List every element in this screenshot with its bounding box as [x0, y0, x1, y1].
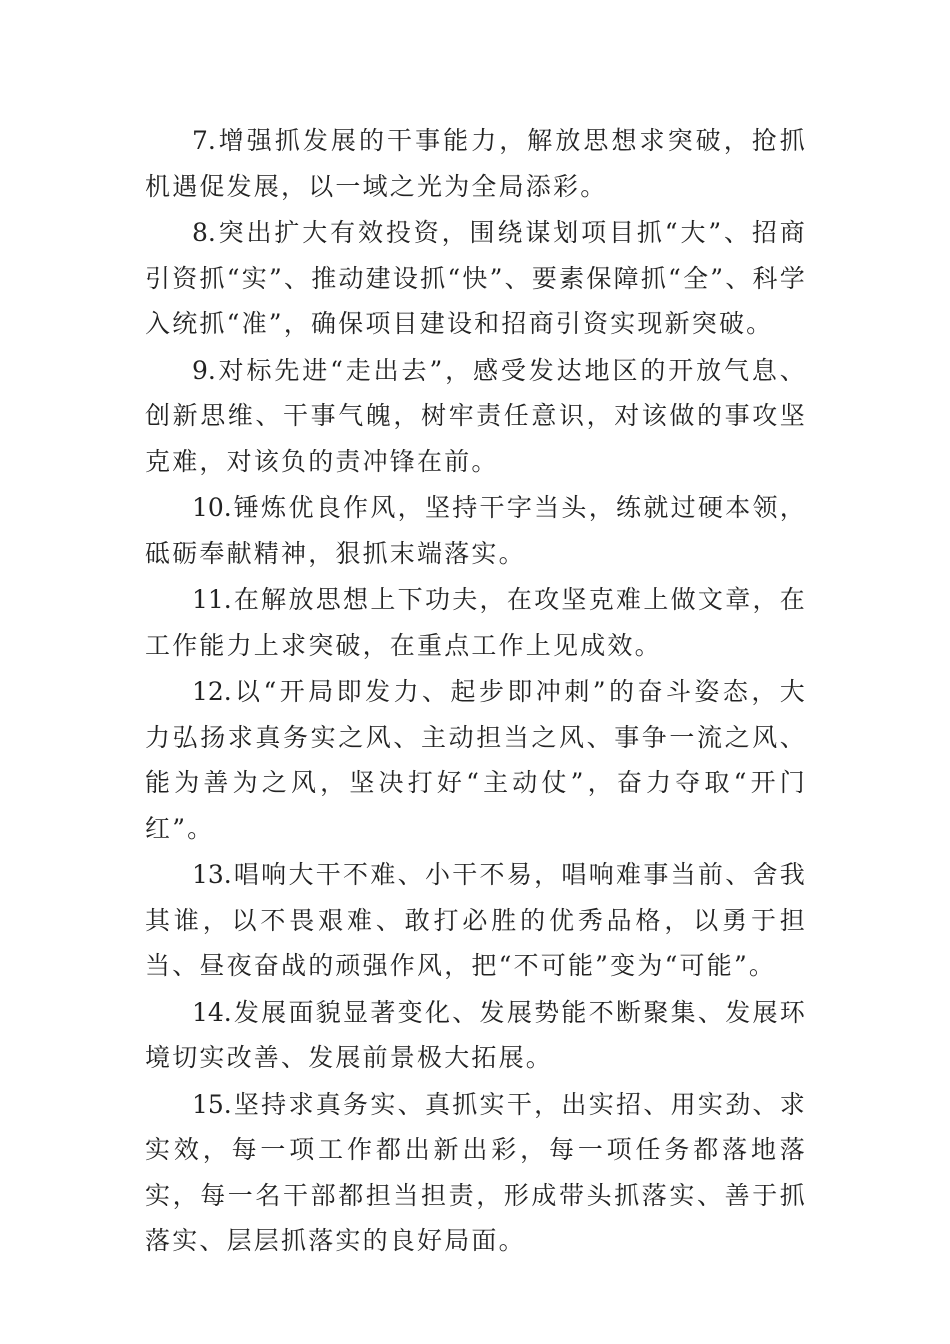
paragraph-number: 9. [192, 355, 216, 385]
paragraph-number: 10. [192, 493, 232, 522]
paragraph-text: 对标先进“走出去”，感受发达地区的开放气息、创新思维、干事气魄，树牢责任意识，对该做的事攻坚克难，对该负的责冲锋在前。 [145, 355, 807, 476]
paragraph-number: 15. [192, 1089, 232, 1119]
paragraph-12 [145, 669, 807, 851]
paragraph-15 [145, 1082, 807, 1264]
paragraph-number: 7. [192, 126, 216, 155]
paragraph-11 [145, 577, 807, 668]
paragraph-10 [145, 485, 807, 576]
paragraph-number: 11. [192, 585, 232, 614]
paragraph-text: 坚持求真务实、真抓实干，出实招、用实劲、求实效，每一项工作都出新出彩，每一项任务都落地落实，每一名干部都担当担责，形成带头抓落实、善于抓落实、层层抓落实的良好局面。 [145, 1089, 807, 1255]
paragraph-text: 在解放思想上下功夫，在攻坚克难上做文章，在工作能力上求突破，在重点工作上见成效。 [145, 585, 807, 660]
paragraph-8 [145, 210, 807, 347]
paragraph-text: 唱响大干不难、小干不易，唱响难事当前、舍我其谁，以不畏艰难、敢打必胜的优秀品格，以勇于担当、昼夜奋战的顽强作风，把“不可能”变为“可能”。 [145, 860, 807, 980]
paragraph-9 [145, 348, 807, 485]
paragraph-number: 14. [192, 997, 232, 1027]
paragraph-13 [145, 852, 807, 989]
paragraph-number: 12. [192, 677, 232, 706]
paragraph-7 [145, 118, 807, 209]
paragraph-text: 以“开局即发力、起步即冲刺”的奋斗姿态，大力弘扬求真务实之风、主动担当之风、事争一流之风、能为善为之风，坚决打好“主动仗”，奋力夺取“开门红”。 [145, 677, 807, 843]
paragraph-text: 发展面貌显著变化、发展势能不断聚集、发展环境切实改善、发展前景极大拓展。 [145, 997, 807, 1072]
paragraph-text: 锤炼优良作风，坚持干字当头，练就过硬本领，砥砺奉献精神，狠抓末端落实。 [145, 493, 807, 568]
paragraph-text: 增强抓发展的干事能力，解放思想求突破，抢抓机遇促发展，以一域之光为全局添彩。 [145, 126, 807, 201]
paragraph-number: 13. [192, 860, 232, 889]
paragraph-text: 突出扩大有效投资，围绕谋划项目抓“大”、招商引资抓“实”、推动建设抓“快”、要素保障抓“全”、科学入统抓“准”，确保项目建设和招商引资实现新突破。 [145, 218, 807, 338]
paragraph-14 [145, 990, 807, 1081]
paragraph-number: 8. [192, 218, 216, 247]
document-page [145, 118, 807, 1265]
